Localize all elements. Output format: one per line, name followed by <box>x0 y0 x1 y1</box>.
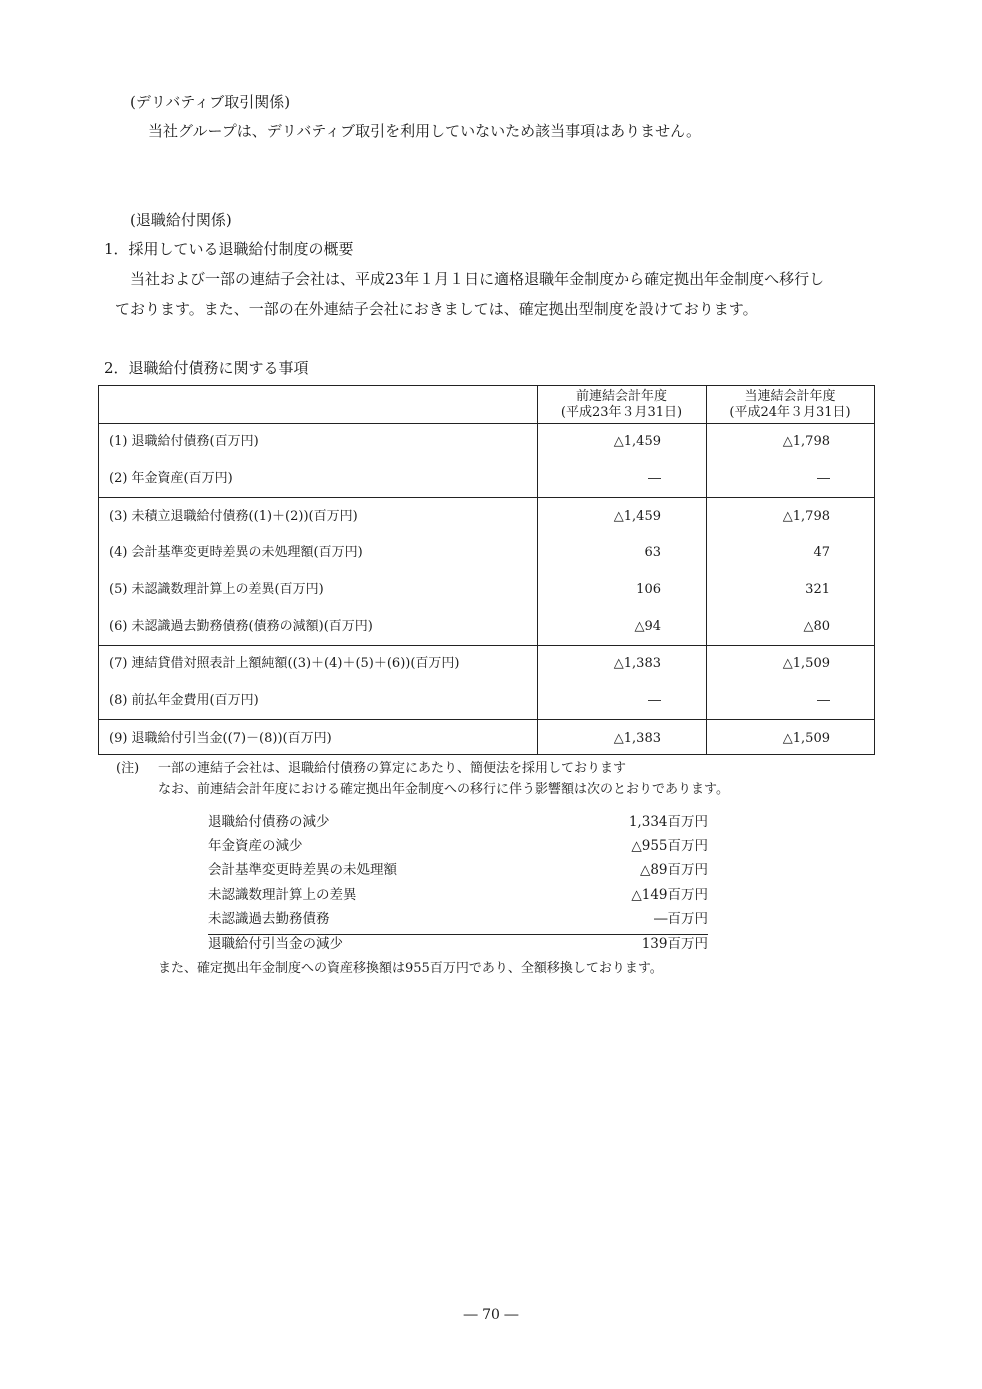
table-row-label: (3) 未積立退職給付債務((1)＋(2))(百万円) <box>109 509 358 524</box>
table-cell-curr: △80 <box>803 619 830 634</box>
table-row-label: (5) 未認識数理計算上の差異(百万円) <box>109 582 324 597</box>
retirement-obligation-table <box>98 385 875 755</box>
section1-line2: ております。また、一部の在外連結子会社におきましては、確定拠出型制度を設けております。 <box>115 300 758 318</box>
table-cell-prev: ― <box>648 471 661 486</box>
note-line2: なお、前連結会計年度における確定拠出年金制度への移行に伴う影響額は次のとおりであります。 <box>158 782 729 797</box>
table-cell-prev: △1,459 <box>613 509 661 524</box>
impact-value: △89百万円 <box>639 862 708 878</box>
section1-line1: 当社および一部の連結子会社は、平成23年１月１日に適格退職年金制度から確定拠出年金制度へ移行し <box>130 270 825 288</box>
impact-value: △955百万円 <box>631 838 708 854</box>
table-group-divider <box>99 719 874 720</box>
derivative-body: 当社グループは、デリバティブ取引を利用していないため該当事項はありません。 <box>148 122 702 140</box>
table-row-label: (4) 会計基準変更時差異の未処理額(百万円) <box>109 545 363 560</box>
table-cell-prev: 106 <box>636 582 661 597</box>
table-cell-curr: ― <box>817 471 830 486</box>
table-cell-prev: 63 <box>644 545 661 560</box>
col-header-prev-line2: (平成23年３月31日) <box>560 405 683 420</box>
table-cell-prev: △1,383 <box>613 731 661 746</box>
impact-label: 未認識過去勤務債務 <box>208 911 330 927</box>
impact-value: △149百万円 <box>631 887 708 903</box>
table-cell-curr: △1,509 <box>782 656 830 671</box>
table-cell-prev: △1,459 <box>613 434 661 449</box>
table-cell-curr: △1,798 <box>782 434 830 449</box>
table-row-label: (2) 年金資産(百万円) <box>109 471 233 486</box>
col-header-curr-line2: (平成24年３月31日) <box>729 405 851 420</box>
table-header-divider <box>99 423 874 424</box>
impact-value: ―百万円 <box>654 911 708 927</box>
table-cell-prev: △1,383 <box>613 656 661 671</box>
impact-label: 会計基準変更時差異の未処理額 <box>208 862 397 878</box>
table-row-label: (1) 退職給付債務(百万円) <box>109 434 259 449</box>
table-row-label: (8) 前払年金費用(百万円) <box>109 693 259 708</box>
col-header-prev <box>537 389 706 421</box>
table-row-label: (9) 退職給付引当金((7)－(8))(百万円) <box>109 731 332 746</box>
impact-total-rule <box>208 934 708 935</box>
retirement-heading: (退職給付関係) <box>130 211 232 229</box>
derivative-heading: (デリバティブ取引関係) <box>130 93 291 111</box>
impact-label: 未認識数理計算上の差異 <box>208 887 357 903</box>
section2-title: 2．退職給付債務に関する事項 <box>104 359 309 377</box>
col-header-prev-line1: 前連結会計年度 <box>575 389 667 404</box>
table-cell-curr: 47 <box>813 545 830 560</box>
note-closing: また、確定拠出年金制度への資産移換額は955百万円であり、全額移換しております。 <box>158 961 663 976</box>
impact-value: 1,334百万円 <box>628 814 708 830</box>
table-row-label: (7) 連結貸借対照表計上額純額((3)＋(4)＋(5)＋(6))(百万円) <box>109 656 460 671</box>
page-number: ― 70 ― <box>463 1307 519 1323</box>
table-cell-curr: ― <box>817 693 830 708</box>
col-header-curr-line1: 当連結会計年度 <box>744 389 836 404</box>
impact-total-label: 退職給付引当金の減少 <box>208 936 343 952</box>
note-line1: 一部の連結子会社は、退職給付債務の算定にあたり、簡便法を採用しております <box>158 761 627 776</box>
table-row-label: (6) 未認識過去勤務債務(債務の減額)(百万円) <box>109 619 373 634</box>
table-cell-curr: 321 <box>805 582 830 597</box>
impact-label: 退職給付債務の減少 <box>208 814 330 830</box>
col-header-curr <box>706 389 874 421</box>
table-cell-prev: ― <box>648 693 661 708</box>
table-cell-curr: △1,509 <box>782 731 830 746</box>
impact-total-value: 139百万円 <box>641 936 708 952</box>
section1-title: 1．採用している退職給付制度の概要 <box>104 240 354 258</box>
table-cell-curr: △1,798 <box>782 509 830 524</box>
note-mark: (注) <box>116 761 140 776</box>
impact-label: 年金資産の減少 <box>208 838 303 854</box>
table-cell-prev: △94 <box>634 619 661 634</box>
table-group-divider <box>99 645 874 646</box>
table-group-divider <box>99 497 874 498</box>
